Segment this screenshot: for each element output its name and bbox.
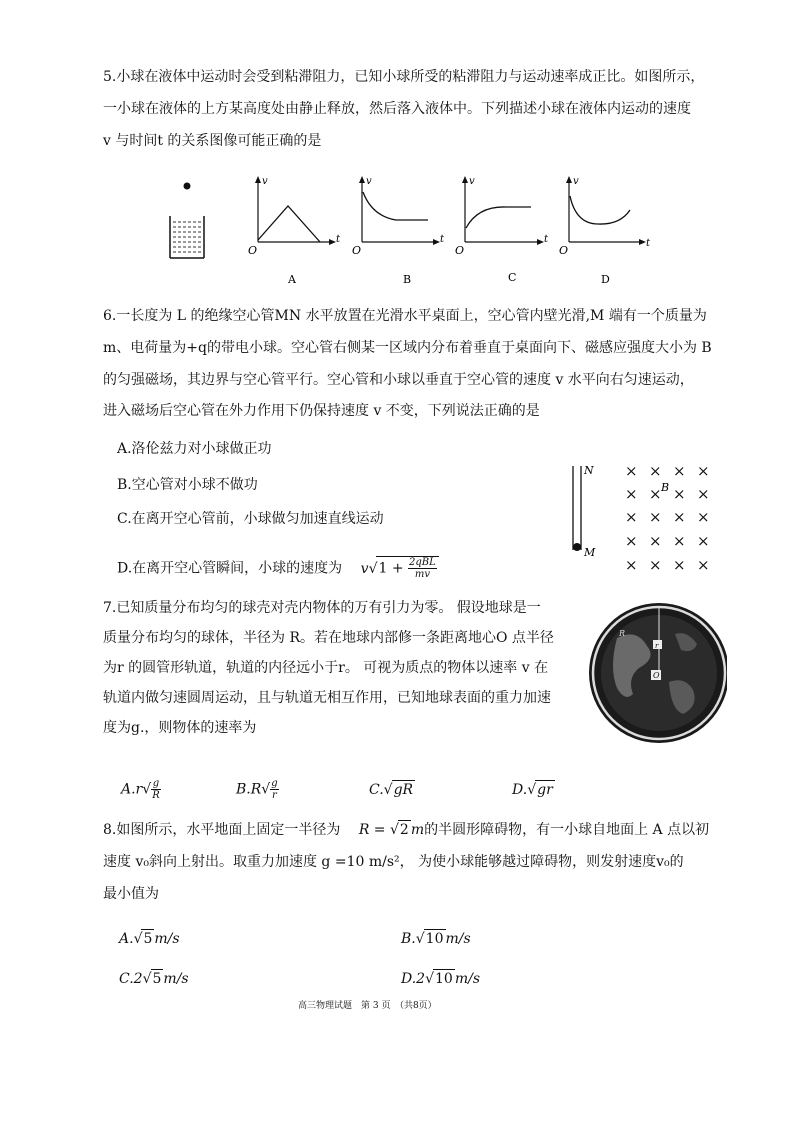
- q6-optd-one: 1 +: [378, 560, 404, 577]
- svg-text:×: ×: [697, 556, 710, 574]
- q6-line-3: 的匀强磁场，其边界与空心管平行。空心管和小球以垂直于空心管的速度 v 水平向右匀速运动，: [103, 372, 694, 388]
- graph-b-axis-v: v: [366, 176, 372, 187]
- q6-option-b: B.空心管对小球不做功: [117, 477, 258, 493]
- graph-c-origin: O: [455, 244, 465, 257]
- svg-text:×: ×: [625, 532, 638, 550]
- q8-opta-pre: A.: [119, 931, 134, 947]
- q7-line-2: 质量分布均匀的球体，半径为 R。若在地球内部修一条距离地心O 点半径: [103, 630, 554, 646]
- q8-optc-unit: m/s: [163, 971, 189, 987]
- graph-c: [455, 176, 549, 257]
- svg-text:×: ×: [673, 462, 686, 480]
- q6-line-1: 6.一长度为 L 的绝缘空心管MN 水平放置在光滑水平桌面上，空心管内壁光滑,M 端有一个质量为: [103, 308, 707, 324]
- q7-opta-num: g: [152, 778, 160, 789]
- q6-figure: [565, 458, 725, 588]
- q8-r-rad: 2: [399, 822, 409, 838]
- q6-option-d-text: D.在离开空心管瞬间，小球的速度为: [117, 560, 343, 577]
- graph-c-axis-v: v: [469, 176, 475, 187]
- q8-line-2: 速度 v₀斜向上射出。取重力加速度 g =10 m/s²， 为使小球能够越过障碍物，则发射速度v₀的: [103, 854, 684, 870]
- q8-optd-pre: D.2: [401, 971, 426, 987]
- ball: [184, 183, 191, 190]
- svg-text:×: ×: [673, 556, 686, 574]
- graph-a-label: A: [288, 273, 296, 286]
- q6-line-2: m、电荷量为+q的带电小球。空心管右侧某一区域内分布着垂直于桌面向下、磁感应强度大小为 B: [103, 340, 712, 356]
- q8-optc-rad: 5: [152, 971, 162, 987]
- magnetic-field: [625, 462, 710, 574]
- q6-option-d-formula: v√1 + $\frac{\text{2qBL}}{mv}$: [361, 561, 439, 577]
- q7-optd-pre: D.: [512, 782, 528, 798]
- q7-opta-pre: A.r: [121, 781, 143, 798]
- q8-optb-pre: B.: [401, 931, 416, 947]
- q6-line-4: 进入磁场后空心管在外力作用下仍保持速度 v 不变，下列说法正确的是: [103, 403, 540, 419]
- graph-b-origin: O: [352, 244, 362, 257]
- graph-b-axis-t: t: [440, 234, 445, 245]
- q6-optd-den: mv: [414, 569, 430, 580]
- q7-line-3: 为r 的圆管形轨道，轨道的内径远小于r。 可视为质点的物体以速率 v 在: [103, 660, 549, 676]
- q7-optb-num: g: [271, 778, 278, 789]
- graph-d: [559, 176, 651, 257]
- q7-optb-den: r: [272, 790, 277, 801]
- svg-text:×: ×: [673, 508, 686, 526]
- svg-text:×: ×: [697, 485, 710, 503]
- q8-opta-rad: 5: [143, 931, 153, 947]
- q7-option-b: B.R√ $\frac{g}{r}$: [236, 778, 278, 801]
- q8-option-b: B.√10 m/s: [401, 931, 471, 947]
- svg-text:×: ×: [625, 485, 638, 503]
- svg-text:×: ×: [649, 556, 662, 574]
- tube-end-n: N: [584, 464, 594, 477]
- q8-optd-unit: m/s: [454, 971, 481, 987]
- q8-optd-rad: 10: [435, 971, 453, 987]
- q7-option-d: D.√gr: [512, 782, 553, 798]
- q8-radius-formula: R = √2 m: [358, 822, 425, 838]
- q8-line-3: 最小值为: [103, 886, 159, 902]
- svg-text:×: ×: [649, 462, 662, 480]
- q8-line-1-b: 的半圆形障碍物，有一小球自地面上 A 点以初: [424, 822, 710, 838]
- q8-line-1-a: 8.如图所示，水平地面上固定一半径为: [103, 822, 341, 838]
- graph-d-label: D: [601, 273, 610, 286]
- q6-optd-num: 2qBL: [409, 557, 436, 568]
- q8-optb-unit: m/s: [445, 931, 471, 947]
- q8-optc-pre: C.2: [119, 971, 143, 987]
- q7-opta-den: R: [152, 790, 160, 801]
- q7-optc-pre: C.: [369, 782, 384, 798]
- graph-d-axis-t: t: [646, 238, 651, 249]
- svg-text:×: ×: [649, 485, 662, 503]
- q5-line-3: v 与时间t 的关系图像可能正确的是: [103, 133, 322, 149]
- graph-d-origin: O: [559, 244, 569, 257]
- q7-line-5: 度为g.，则物体的速率为: [103, 720, 257, 736]
- q7-optc-rad: gR: [393, 782, 414, 798]
- graph-b: [352, 176, 445, 257]
- q7-line-4: 轨道内做匀速圆周运动，且与轨道无相互作用，已知地球表面的重力加速: [103, 690, 551, 706]
- svg-text:×: ×: [697, 532, 710, 550]
- q7-optb-pre: B.R: [236, 781, 262, 798]
- q7-line-1: 7.已知质量分布均匀的球壳对壳内物体的万有引力为零。 假设地球是一: [103, 600, 541, 616]
- graph-d-axis-v: v: [573, 176, 579, 187]
- graph-b-label: B: [403, 273, 412, 286]
- q5-line-2: 一小球在液体的上方某高度处由静止释放，然后落入液体中。下列描述小球在液体内运动的速度: [103, 101, 691, 117]
- q8-option-d: D.2√10 m/s: [401, 971, 481, 987]
- q8-opta-unit: m/s: [154, 931, 180, 947]
- svg-text:×: ×: [673, 485, 686, 503]
- page-footer: 高三物理试题 第 3 页 （共8页）: [298, 1001, 437, 1011]
- graph-c-axis-t: t: [544, 234, 549, 245]
- svg-text:×: ×: [697, 508, 710, 526]
- q8-option-a: A.√5 m/s: [119, 931, 180, 947]
- graph-a-axis-v: v: [262, 176, 268, 187]
- q7-option-a: A.r√ $\frac{g}{R}$: [121, 778, 160, 801]
- q7-optd-rad: gr: [537, 782, 553, 798]
- beaker: [170, 216, 204, 258]
- q8-optb-rad: 10: [425, 931, 444, 947]
- svg-text:×: ×: [625, 508, 638, 526]
- earth-r-small: r: [655, 642, 659, 650]
- svg-text:×: ×: [697, 462, 710, 480]
- q5-figure: [0, 170, 793, 300]
- q6-option-c: C.在离开空心管前，小球做匀加速直线运动: [117, 511, 384, 527]
- q6-option-a: A.洛伦兹力对小球做正功: [117, 441, 272, 457]
- graph-c-label: C: [508, 271, 517, 284]
- q8-line-1: [103, 820, 709, 839]
- graph-a: [248, 176, 341, 257]
- q6-option-d: [117, 556, 439, 580]
- earth-center-o: O: [653, 671, 660, 680]
- q6-optd-v: v: [360, 560, 369, 577]
- q7-earth-figure: [587, 598, 727, 748]
- tube-end-m: M: [584, 546, 596, 559]
- svg-text:×: ×: [649, 508, 662, 526]
- q5-line-1: 5.小球在液体中运动时会受到粘滞阻力，已知小球所受的粘滞阻力与运动速率成正比。如图所示，: [103, 69, 705, 85]
- q7-option-c: C.√gR: [369, 782, 414, 798]
- svg-text:×: ×: [625, 462, 638, 480]
- earth-r-big: R: [619, 629, 626, 638]
- q8-option-c: C.2√5 m/s: [119, 971, 189, 987]
- charged-ball: [573, 543, 581, 551]
- svg-text:×: ×: [625, 556, 638, 574]
- q8-r-eq: R =: [358, 822, 390, 838]
- graph-a-axis-t: t: [336, 234, 341, 245]
- svg-text:×: ×: [649, 532, 662, 550]
- q8-r-unit: m: [410, 822, 425, 838]
- svg-text:×: ×: [673, 532, 686, 550]
- field-b-label: B: [661, 481, 670, 494]
- graph-a-origin: O: [248, 244, 258, 257]
